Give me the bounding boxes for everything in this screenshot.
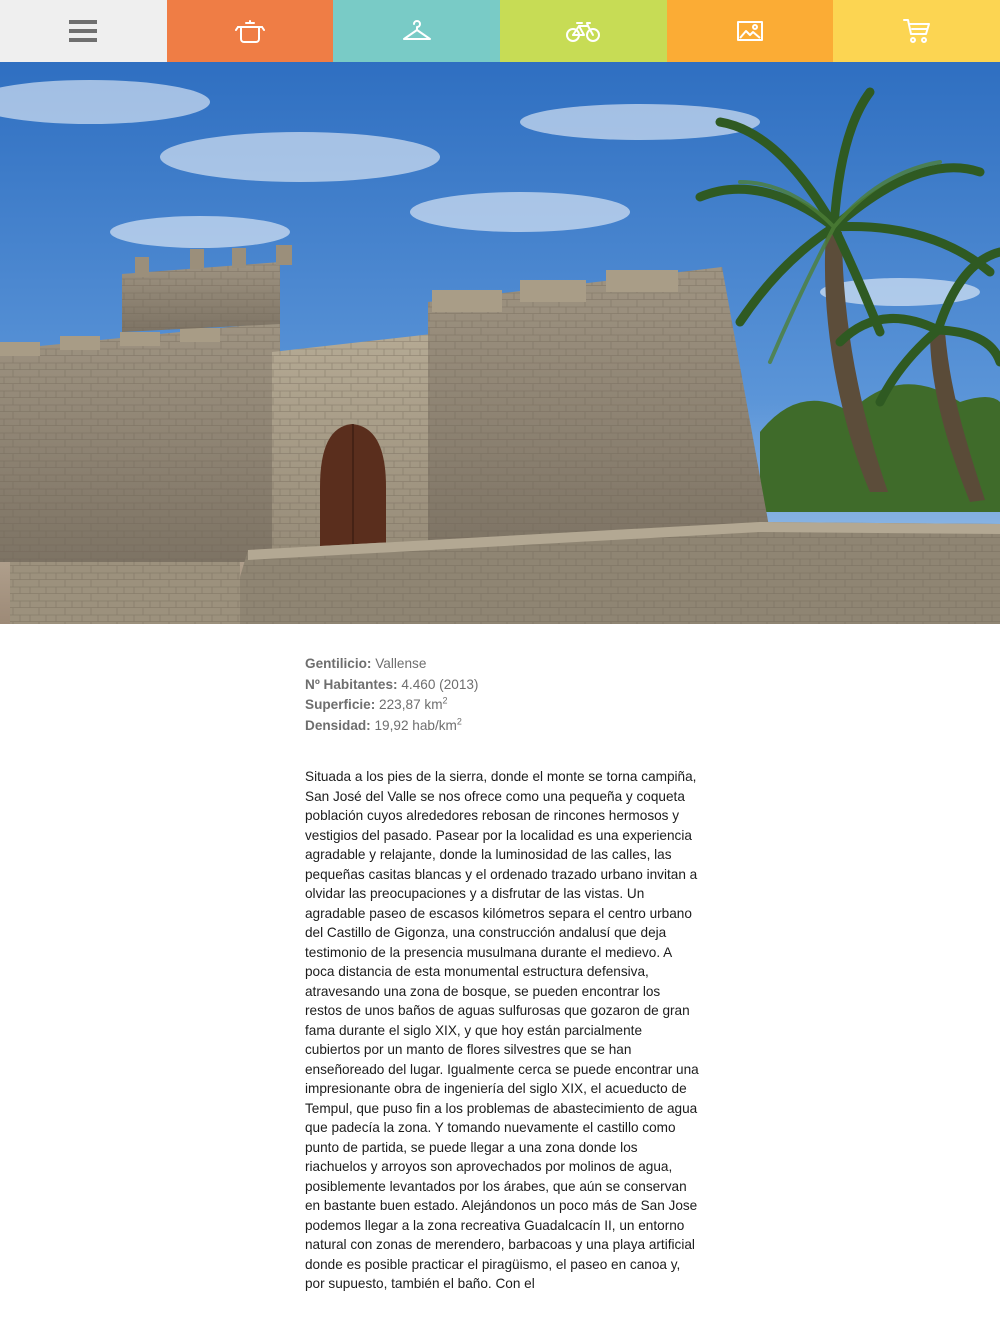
fact-superficie	[305, 695, 700, 716]
fact-habitantes	[305, 675, 700, 696]
description-paragraph: Situada a los pies de la sierra, donde el monte se torna campiña, San José del Valle se nos ofrece como una pequeña y coqueta población cuyos alrededores rebosan de rincones hermosos y vestigios del pasado. Pasear por la localidad es una experiencia agradable y relajante, donde la luminosidad de las calles, las pequeñas casitas blancas y el ordenado trazado urbano invitan a olvidar las preocupaciones y a disfrutar de las vistas. Un agradable paseo de escasos kilómetros separa el centro urbano del Castillo de Gigonza, una construcción andalusí que deja testimonio de la presencia musulmana durante el medievo. A poca distancia de esta monumental estructura defensiva, atravesando una zona de bosque, se pueden encontrar los restos de unos baños de aguas sulfurosas que gozaron de gran fama durante el siglo XIX, y que hoy están parcialmente cubiertos por un manto de flores silvestres que se han enseñoreado del lugar. Igualmente cerca se puede encontrar una impresionante obra de ingeniería del siglo XIX, el acueducto de Tempul, que puso fin a los problemas de abastecimiento de agua que padecía la zona. Y tomando nuevamente el castillo como punto de partida, se puede llegar a una zona donde los riachuelos y arroyos son aprovechados por molinos de agua, posiblemente levantados por los árabes, que aún se conservan en bastante buen estado. Alejándonos un poco más de San Jose podemos llegar a la zona recreativa Guadalcacín II, un entorno natural con zonas de merendero, barbacoas y una playa artificial donde es posible practicar el piragüismo, el paseo en canoa y, por supuesto, también el baño. Con el	[305, 769, 699, 1291]
cart-icon	[902, 17, 932, 45]
fact-value: 19,92 hab/km	[374, 717, 457, 733]
bicycle-icon	[565, 18, 601, 44]
tab-cart[interactable]	[833, 0, 1000, 62]
fact-unit-exponent: 2	[456, 715, 462, 726]
fact-label: Superficie:	[305, 697, 376, 712]
fact-densidad	[305, 716, 700, 737]
fact-value: Vallense	[375, 656, 427, 671]
article-content	[305, 654, 700, 1294]
cooking-pot-icon	[235, 18, 265, 44]
facts-list	[305, 654, 700, 736]
fact-label: Nº Habitantes:	[305, 676, 398, 692]
tab-activities[interactable]	[500, 0, 667, 62]
tab-gallery[interactable]	[667, 0, 834, 62]
fact-label: Gentilicio:	[305, 656, 372, 671]
fact-gentilicio	[305, 654, 700, 675]
tab-gastronomy[interactable]	[167, 0, 334, 62]
tab-shopping[interactable]	[333, 0, 500, 62]
hanger-icon	[402, 18, 432, 44]
picture-icon	[735, 19, 765, 43]
menu-icon	[68, 19, 98, 43]
castle-photo	[0, 62, 1000, 624]
top-navigation	[0, 0, 1000, 62]
fact-unit-exponent: 2	[442, 695, 448, 706]
hero-image	[0, 62, 1000, 624]
tab-menu[interactable]	[0, 0, 167, 62]
fact-value: 223,87 km	[379, 697, 443, 712]
fact-value: 4.460 (2013)	[401, 676, 479, 692]
fact-label: Densidad:	[305, 717, 371, 733]
